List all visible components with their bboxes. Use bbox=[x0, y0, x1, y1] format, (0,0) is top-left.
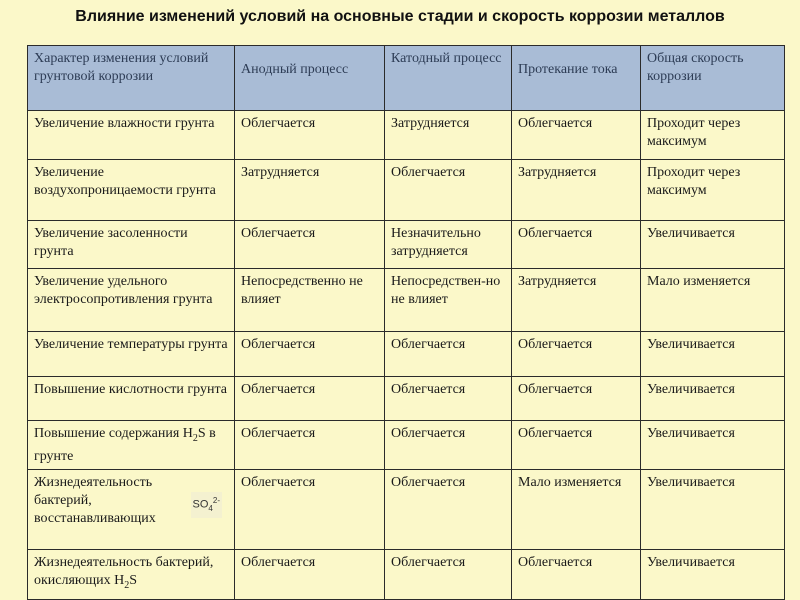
cell-rate: Увеличивается bbox=[641, 549, 785, 599]
cell-anodic: Облегчается bbox=[235, 469, 385, 549]
cell-anodic: Облегчается bbox=[235, 549, 385, 599]
table-row bbox=[28, 332, 785, 377]
cell-rate: Проходит через максимум bbox=[641, 160, 785, 221]
cell-rate: Увеличивается bbox=[641, 421, 785, 470]
cell-anodic: Облегчается bbox=[235, 111, 385, 160]
cell-cathodic: Облегчается bbox=[385, 421, 512, 470]
cell-anodic: Затрудняется bbox=[235, 160, 385, 221]
cell-current: Облегчается bbox=[512, 111, 641, 160]
cell-anodic: Облегчается bbox=[235, 221, 385, 269]
cell-condition: Повышение кислотности грунта bbox=[28, 377, 235, 421]
header-rate: Общая скорость коррозии bbox=[641, 46, 785, 111]
cell-anodic: Облегчается bbox=[235, 332, 385, 377]
cell-rate: Мало изменяется bbox=[641, 269, 785, 332]
cell-current: Облегчается bbox=[512, 377, 641, 421]
table-row bbox=[28, 421, 785, 470]
cell-cathodic: Облегчается bbox=[385, 549, 512, 599]
table-row bbox=[28, 549, 785, 599]
cell-rate: Увеличивается bbox=[641, 221, 785, 269]
cell-condition: Жизнедеятельность бактерий, восстанавливающих $SO_4^{2-}$ bbox=[28, 469, 235, 549]
cell-cathodic: Облегчается bbox=[385, 332, 512, 377]
header-current: Протекание тока bbox=[512, 46, 641, 111]
table-header-row bbox=[28, 46, 785, 111]
cell-cathodic: Облегчается bbox=[385, 469, 512, 549]
cell-condition: Увеличение воздухопроницаемости грунта bbox=[28, 160, 235, 221]
cell-cathodic: Облегчается bbox=[385, 377, 512, 421]
cell-condition: Увеличение засоленности грунта bbox=[28, 221, 235, 269]
cell-current: Облегчается bbox=[512, 549, 641, 599]
header-cathodic: Катодный процесс bbox=[385, 46, 512, 111]
cell-cathodic: Незначительно затрудняется bbox=[385, 221, 512, 269]
header-condition: Характер изменения условий грунтовой коррозии bbox=[28, 46, 235, 111]
cell-current: Затрудняется bbox=[512, 160, 641, 221]
corrosion-table bbox=[27, 45, 785, 600]
cell-cathodic: Непосредствен-но не влияет bbox=[385, 269, 512, 332]
cell-current: Мало изменяется bbox=[512, 469, 641, 549]
cell-cathodic: Облегчается bbox=[385, 160, 512, 221]
table-row bbox=[28, 269, 785, 332]
cell-condition: Увеличение влажности грунта bbox=[28, 111, 235, 160]
cell-anodic: Облегчается bbox=[235, 421, 385, 470]
cell-condition: Повышение содержания $H_2S$ в грунте bbox=[28, 421, 235, 470]
cell-anodic: Непосредственно не влияет bbox=[235, 269, 385, 332]
table-row bbox=[28, 111, 785, 160]
cell-rate: Проходит через максимум bbox=[641, 111, 785, 160]
cell-current: Затрудняется bbox=[512, 269, 641, 332]
table-row bbox=[28, 469, 785, 549]
sulfate-ion-formula: $SO_4^{2-}$ bbox=[191, 492, 222, 518]
cell-current: Облегчается bbox=[512, 332, 641, 377]
cell-anodic: Облегчается bbox=[235, 377, 385, 421]
table-row bbox=[28, 221, 785, 269]
cell-condition: Жизнедеятельность бактерий, окисляющих $H_2S$ bbox=[28, 549, 235, 599]
cell-rate: Увеличивается bbox=[641, 332, 785, 377]
cell-rate: Увеличивается bbox=[641, 469, 785, 549]
table-row bbox=[28, 160, 785, 221]
cell-cathodic: Затрудняется bbox=[385, 111, 512, 160]
cell-condition: Увеличение удельного электросопротивления грунта bbox=[28, 269, 235, 332]
cell-rate: Увеличивается bbox=[641, 377, 785, 421]
header-anodic: Анодный процесс bbox=[235, 46, 385, 111]
table-row bbox=[28, 377, 785, 421]
cell-current: Облегчается bbox=[512, 221, 641, 269]
cell-current: Облегчается bbox=[512, 421, 641, 470]
page-title: Влияние изменений условий на основные стадии и скорость коррозии металлов bbox=[75, 8, 725, 25]
cell-condition: Увеличение температуры грунта bbox=[28, 332, 235, 377]
